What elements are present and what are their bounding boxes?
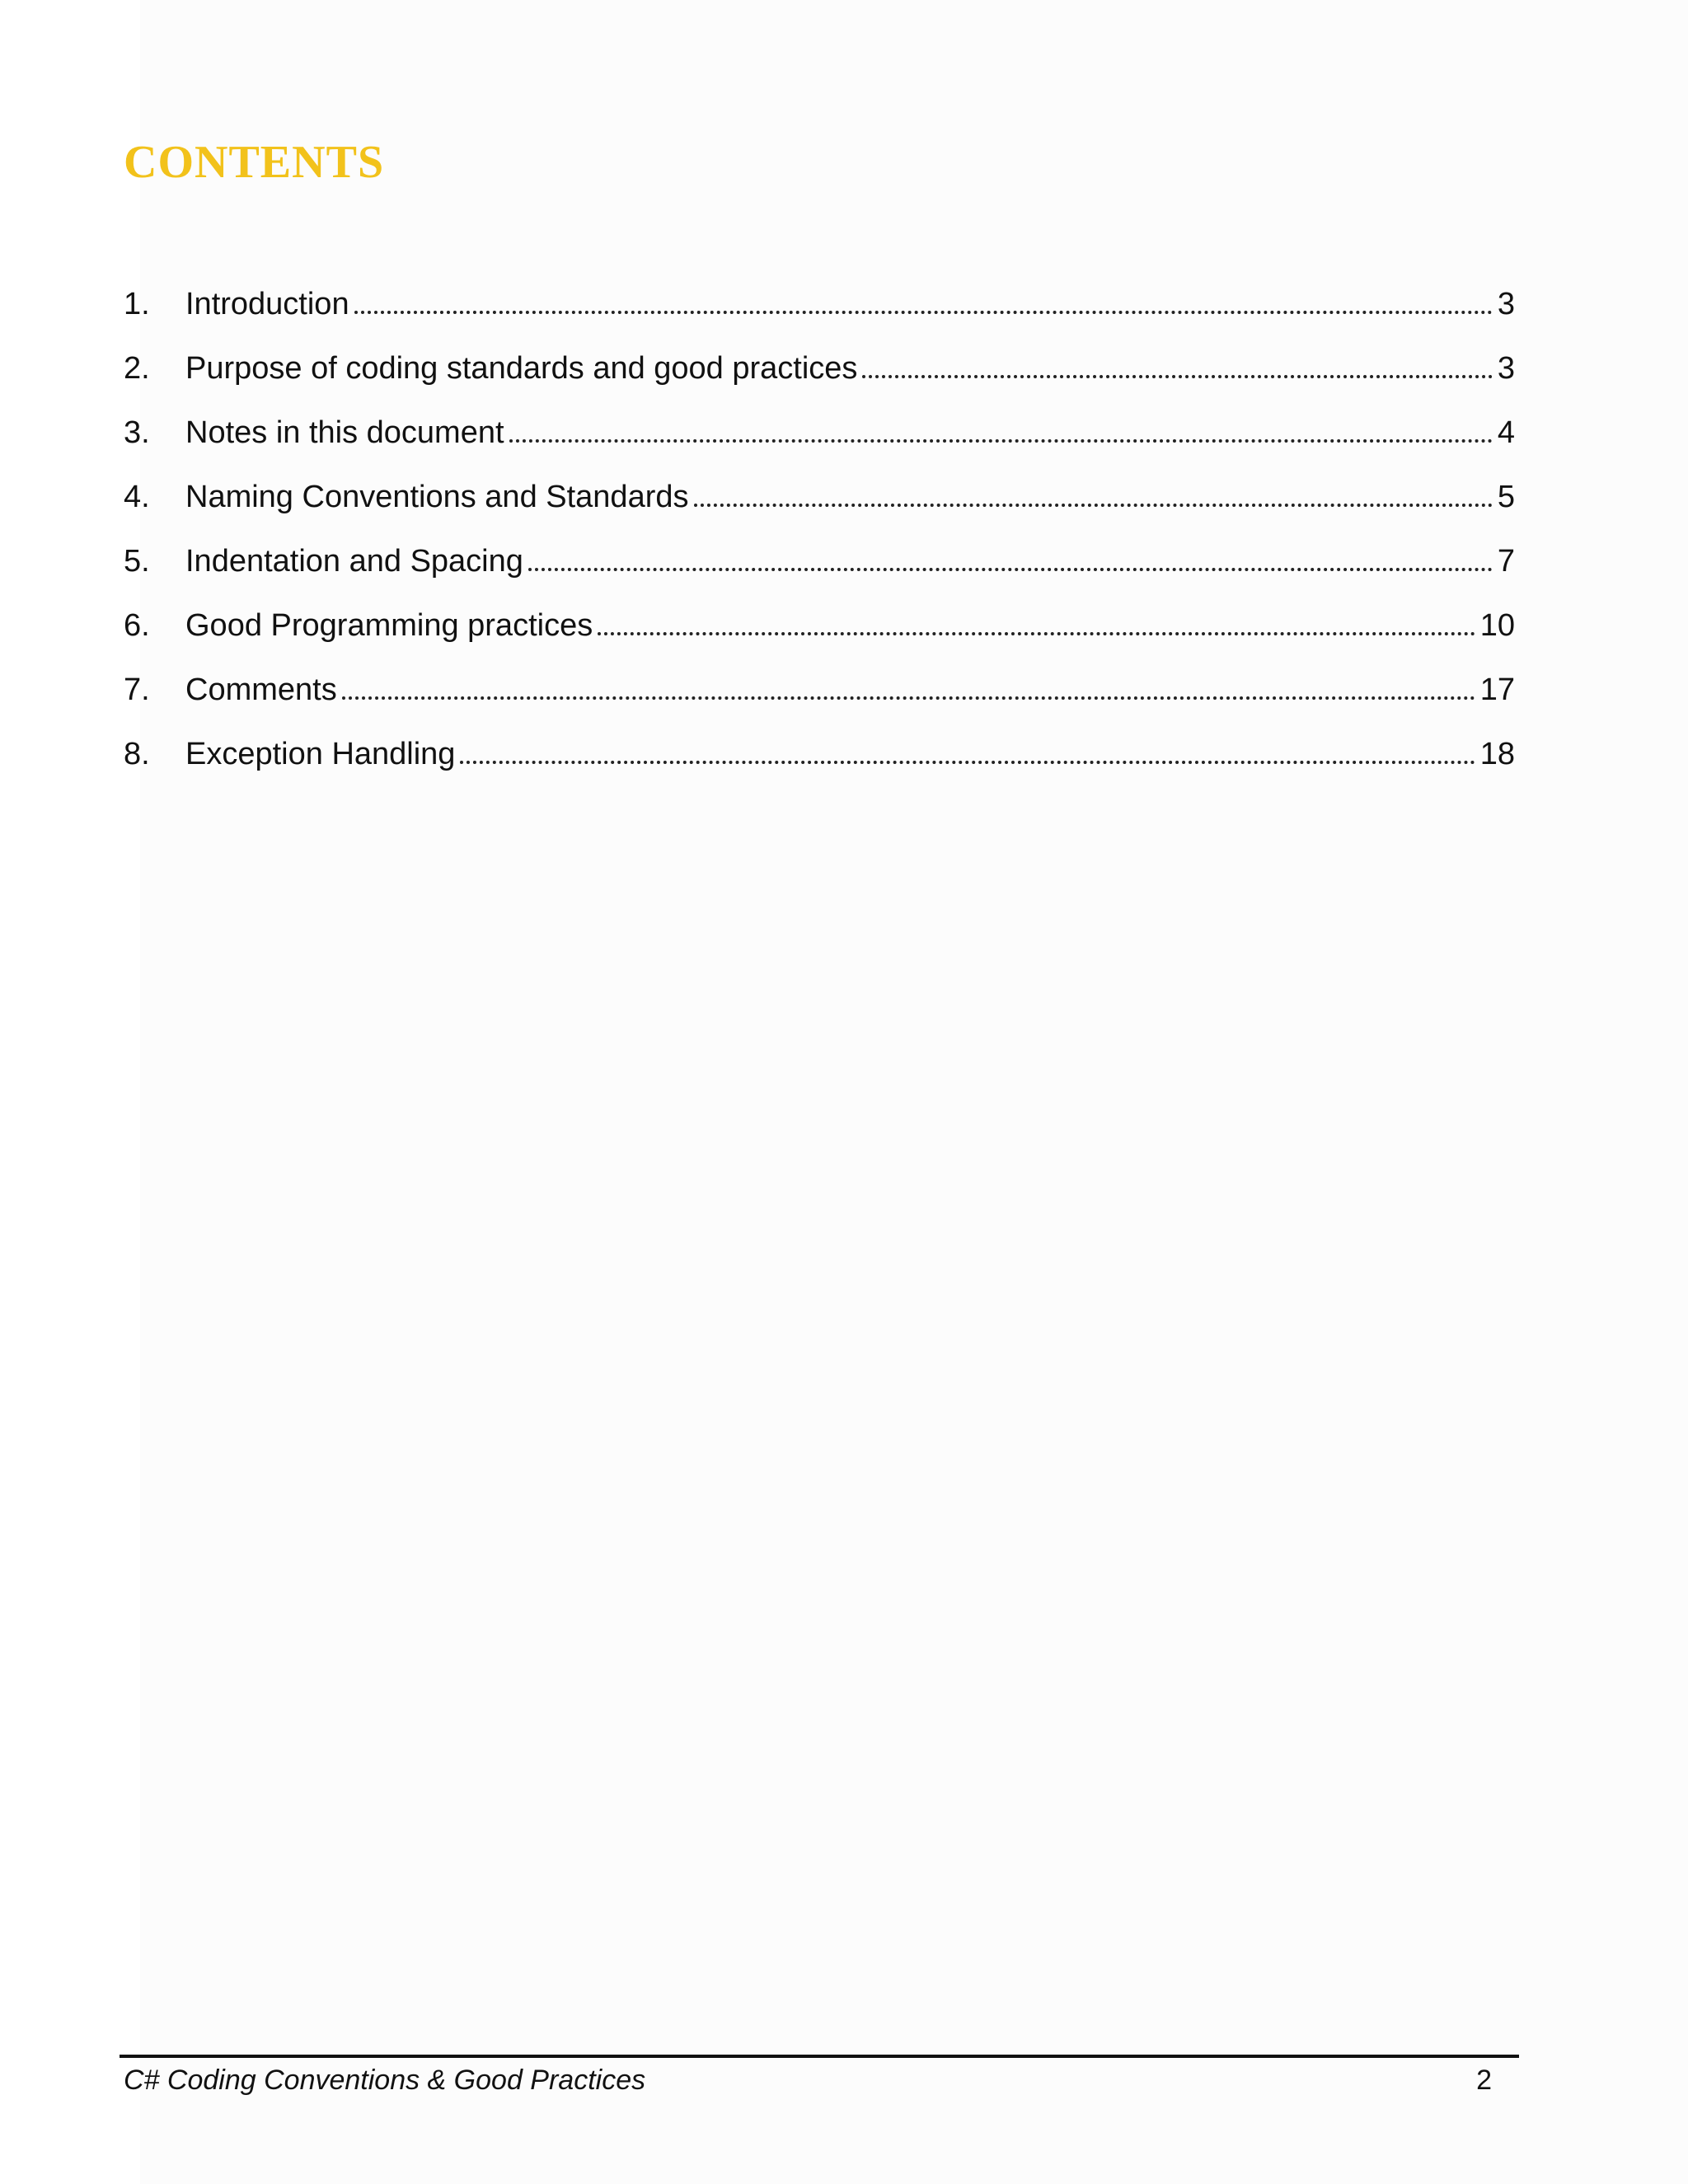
toc-entry[interactable] [124,529,1515,593]
toc-dot-leader [354,311,1493,314]
toc-dot-leader [862,375,1492,378]
toc-entry-number: 5. [124,544,150,579]
page-title: CONTENTS [124,137,385,188]
toc-entry[interactable] [124,465,1515,529]
toc-entry[interactable] [124,722,1515,786]
toc-entry-page: 10 [1479,608,1515,643]
footer-document-title: C# Coding Conventions & Good Practices [124,2064,646,2096]
toc-entry-number: 7. [124,673,150,707]
toc-dot-leader [598,632,1475,635]
toc-entry[interactable] [124,593,1515,658]
toc-entry-page: 18 [1479,737,1515,771]
toc-entry-number: 2. [124,351,150,386]
toc-entry-label: Good Programming practices [185,608,593,643]
toc-entry-label: Exception Handling [185,737,456,771]
footer-page-number: 2 [1476,2064,1492,2096]
toc-entry-label: Comments [185,673,337,707]
toc-entry-number: 8. [124,737,150,771]
toc-entry-number: 1. [124,287,150,321]
toc-entry-page: 4 [1497,415,1515,450]
toc-entry-number: 6. [124,608,150,643]
toc-entry[interactable] [124,401,1515,465]
toc-entry[interactable] [124,658,1515,722]
toc-entry-label: Introduction [185,287,349,321]
toc-entry-page: 17 [1479,673,1515,707]
toc-dot-leader [342,696,1475,700]
toc-entry-label: Indentation and Spacing [185,544,523,579]
toc-entry-number: 3. [124,415,150,450]
toc-entry-label: Purpose of coding standards and good practices [185,351,858,386]
toc-dot-leader [460,761,1475,764]
toc-dot-leader [509,439,1493,443]
toc-entry[interactable] [124,336,1515,401]
toc-entry-page: 7 [1497,544,1515,579]
footer-divider [120,2055,1519,2058]
toc-dot-leader [694,504,1493,507]
toc-entry-number: 4. [124,480,150,514]
toc-entry-page: 5 [1497,480,1515,514]
toc-dot-leader [528,568,1493,571]
table-of-contents [124,272,1515,786]
toc-entry[interactable] [124,272,1515,336]
toc-entry-page: 3 [1497,287,1515,321]
toc-entry-label: Naming Conventions and Standards [185,480,689,514]
toc-entry-label: Notes in this document [185,415,504,450]
toc-entry-page: 3 [1497,351,1515,386]
